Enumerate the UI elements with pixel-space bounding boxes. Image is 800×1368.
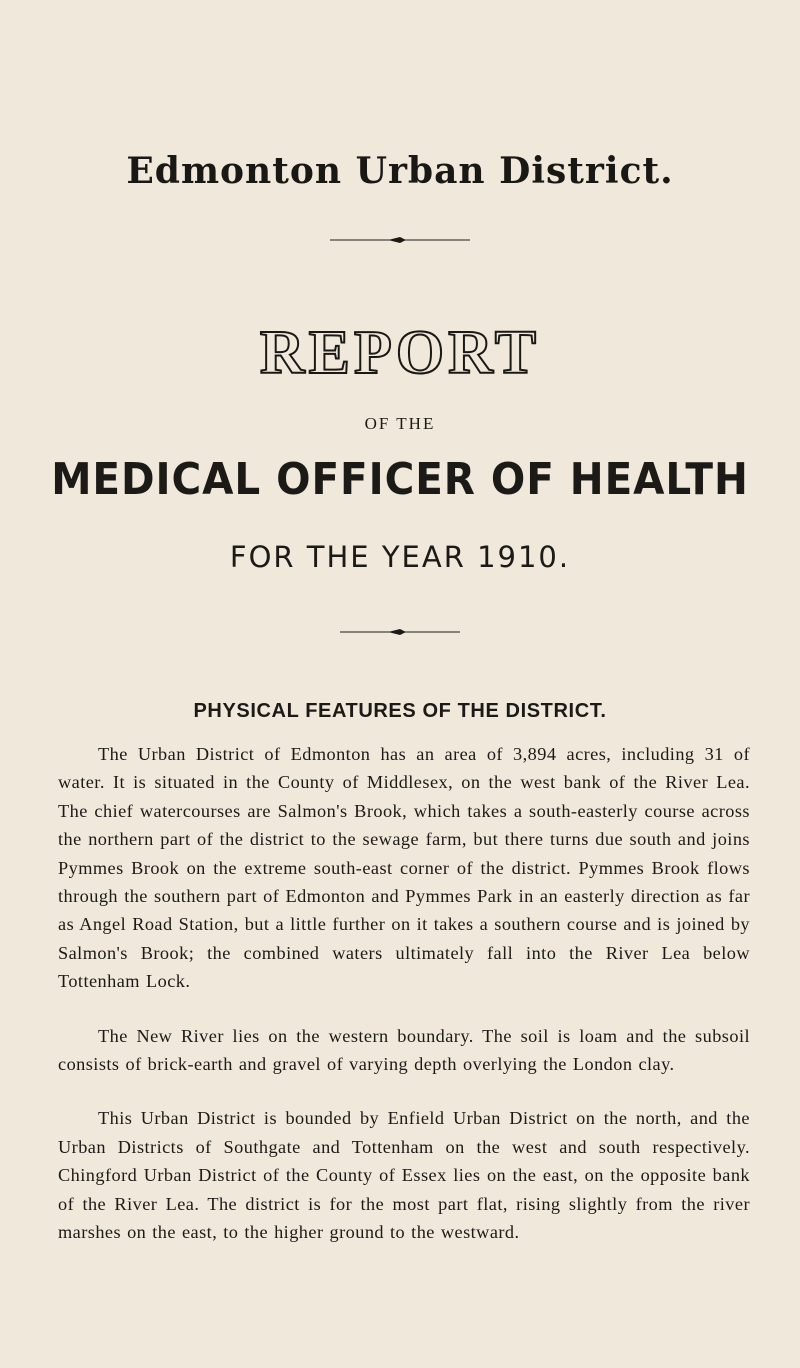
paragraph: This Urban District is bounded by Enfield Urban District on the north, and the Urban Districts of Southgate and Tottenham on the west and south respectively. Chingford Urban District of the County of Essex lies on the east, on the opposite bank of the River Lea. The district is for the most part flat, rising slightly from the river marshes on the east, to the higher ground to the westward.: [58, 1108, 750, 1243]
report-heading: REPORT: [259, 319, 541, 387]
ornament-divider-top: [0, 236, 800, 246]
of-the-text: OF THE: [364, 414, 436, 433]
section-body: [58, 740, 750, 1273]
paragraph: The New River lies on the western boundary. The soil is loam and the subsoil consists of brick-earth and gravel of varying depth overlying the London clay.: [58, 1025, 750, 1075]
officer-heading: MEDICAL OFFICER OF HEALTH: [51, 454, 749, 505]
ornament-divider-bottom: [0, 628, 800, 638]
district-title: Edmonton Urban District.: [126, 150, 674, 192]
paragraph: The Urban District of Edmonton has an area of 3,894 acres, including 31 of water. It is situated in the County of Middlesex, on the west bank of the River Lea. The chief watercourses are Salmon's Brook, which takes a south-easterly course across the northern part of the district to the sewage farm, but there turns due south and joins Pymmes Brook on the extreme south-east corner of the district. Pymmes Brook flows through the southern part of Edmonton and Pymmes Park in an easterly direction as far as Angel Road Station, but a little further on it takes a southern course and is joined by Salmon's Brook; the combined waters ultimately fall into the River Lea below Tottenham Lock.: [58, 744, 750, 992]
section-heading: PHYSICAL FEATURES OF THE DISTRICT.: [193, 700, 607, 722]
year-heading: FOR THE YEAR 1910.: [229, 540, 571, 574]
